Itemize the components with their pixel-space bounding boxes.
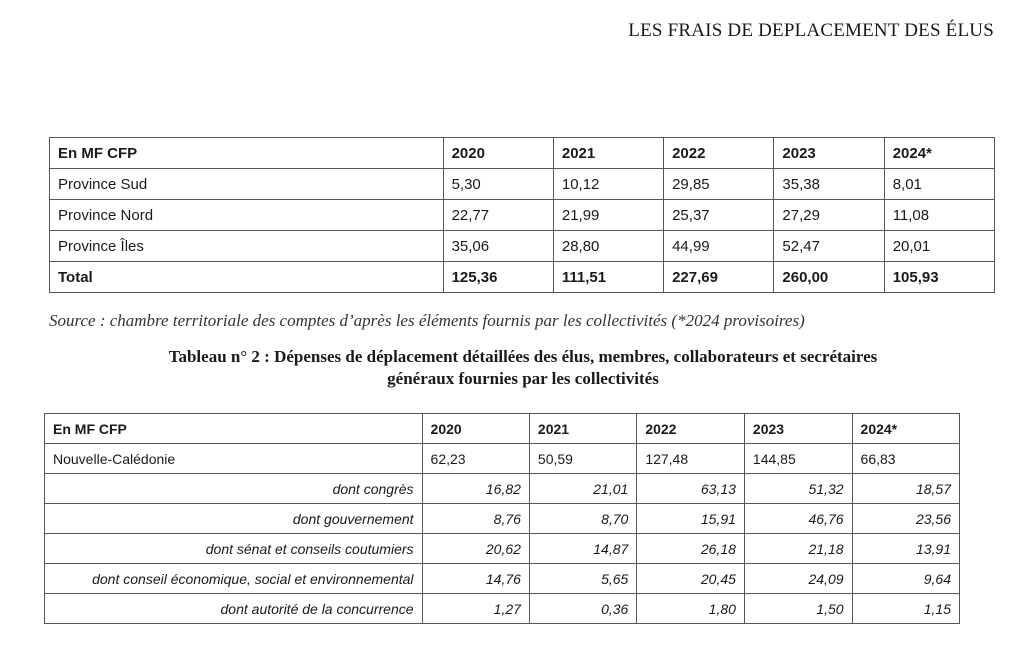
table-row [45, 564, 960, 594]
column-header: En MF CFP [50, 138, 444, 169]
table-cell: 62,23 [422, 444, 529, 474]
column-header: 2023 [744, 414, 852, 444]
table-cell: 46,76 [744, 504, 852, 534]
table-cell: 5,30 [443, 169, 553, 200]
row-label: dont gouvernement [45, 504, 423, 534]
row-label: dont autorité de la concurrence [45, 594, 423, 624]
table-header-row [45, 414, 960, 444]
column-header: 2024* [884, 138, 994, 169]
row-label: Province Îles [50, 231, 444, 262]
table-cell: 23,56 [852, 504, 959, 534]
table-cell: 127,48 [637, 444, 745, 474]
table-cell: 21,99 [553, 200, 663, 231]
column-header: 2021 [529, 414, 636, 444]
table-cell: 26,18 [637, 534, 745, 564]
table-cell: 8,76 [422, 504, 529, 534]
row-label: Nouvelle-Calédonie [45, 444, 423, 474]
table-row [50, 231, 995, 262]
travel-costs-by-province-table [49, 137, 995, 293]
table-header-row [50, 138, 995, 169]
column-header: 2020 [443, 138, 553, 169]
table-cell: 8,01 [884, 169, 994, 200]
table-cell: 14,87 [529, 534, 636, 564]
table-cell: 20,01 [884, 231, 994, 262]
table-cell: 260,00 [774, 262, 884, 293]
row-label: dont sénat et conseils coutumiers [45, 534, 423, 564]
table-cell: 63,13 [637, 474, 745, 504]
table-cell: 21,01 [529, 474, 636, 504]
column-header: 2022 [637, 414, 745, 444]
column-header: En MF CFP [45, 414, 423, 444]
table-cell: 1,27 [422, 594, 529, 624]
table-cell: 144,85 [744, 444, 852, 474]
source-note: Source : chambre territoriale des comptes d’après les éléments fournis par les collectivités (*2024 provisoires) [49, 311, 805, 330]
row-label: dont conseil économique, social et environnemental [45, 564, 423, 594]
column-header: 2021 [553, 138, 663, 169]
table-cell: 18,57 [852, 474, 959, 504]
column-header: 2023 [774, 138, 884, 169]
table-cell: 10,12 [553, 169, 663, 200]
table-cell: 0,36 [529, 594, 636, 624]
table-cell: 22,77 [443, 200, 553, 231]
table-total-row [50, 262, 995, 293]
table-row [50, 169, 995, 200]
detailed-travel-costs-table [44, 413, 960, 624]
table-caption [50, 346, 996, 390]
table-cell: 13,91 [852, 534, 959, 564]
table-row [45, 444, 960, 474]
table-row [50, 200, 995, 231]
table-cell: 28,80 [553, 231, 663, 262]
table-cell: 227,69 [664, 262, 774, 293]
table-cell: 14,76 [422, 564, 529, 594]
table-cell: 1,80 [637, 594, 745, 624]
table-cell: 105,93 [884, 262, 994, 293]
table-cell: 20,45 [637, 564, 745, 594]
table-cell: 35,06 [443, 231, 553, 262]
table-cell: 11,08 [884, 200, 994, 231]
table-cell: 35,38 [774, 169, 884, 200]
table-cell: 20,62 [422, 534, 529, 564]
table-cell: 24,09 [744, 564, 852, 594]
table-cell: 125,36 [443, 262, 553, 293]
table-cell: 66,83 [852, 444, 959, 474]
row-label: Total [50, 262, 444, 293]
table-cell: 51,32 [744, 474, 852, 504]
column-header: 2020 [422, 414, 529, 444]
page-header-title: LES FRAIS DE DEPLACEMENT DES ÉLUS [628, 20, 994, 41]
table-row [45, 594, 960, 624]
table-cell: 1,50 [744, 594, 852, 624]
table-cell: 25,37 [664, 200, 774, 231]
column-header: 2022 [664, 138, 774, 169]
table-cell: 27,29 [774, 200, 884, 231]
table-cell: 16,82 [422, 474, 529, 504]
table-cell: 52,47 [774, 231, 884, 262]
table-cell: 8,70 [529, 504, 636, 534]
table-cell: 1,15 [852, 594, 959, 624]
table-row [45, 474, 960, 504]
row-label: Province Sud [50, 169, 444, 200]
table-cell: 9,64 [852, 564, 959, 594]
table-cell: 44,99 [664, 231, 774, 262]
row-label: dont congrès [45, 474, 423, 504]
table-row [45, 504, 960, 534]
table-row [45, 534, 960, 564]
caption-line: généraux fournies par les collectivités [387, 369, 659, 388]
table-cell: 50,59 [529, 444, 636, 474]
table-cell: 5,65 [529, 564, 636, 594]
row-label: Province Nord [50, 200, 444, 231]
table-cell: 21,18 [744, 534, 852, 564]
table-cell: 111,51 [553, 262, 663, 293]
table-cell: 15,91 [637, 504, 745, 534]
caption-line: Tableau n° 2 : Dépenses de déplacement détaillées des élus, membres, collaborateurs et secrétaires [168, 347, 878, 366]
table-cell: 29,85 [664, 169, 774, 200]
column-header: 2024* [852, 414, 959, 444]
